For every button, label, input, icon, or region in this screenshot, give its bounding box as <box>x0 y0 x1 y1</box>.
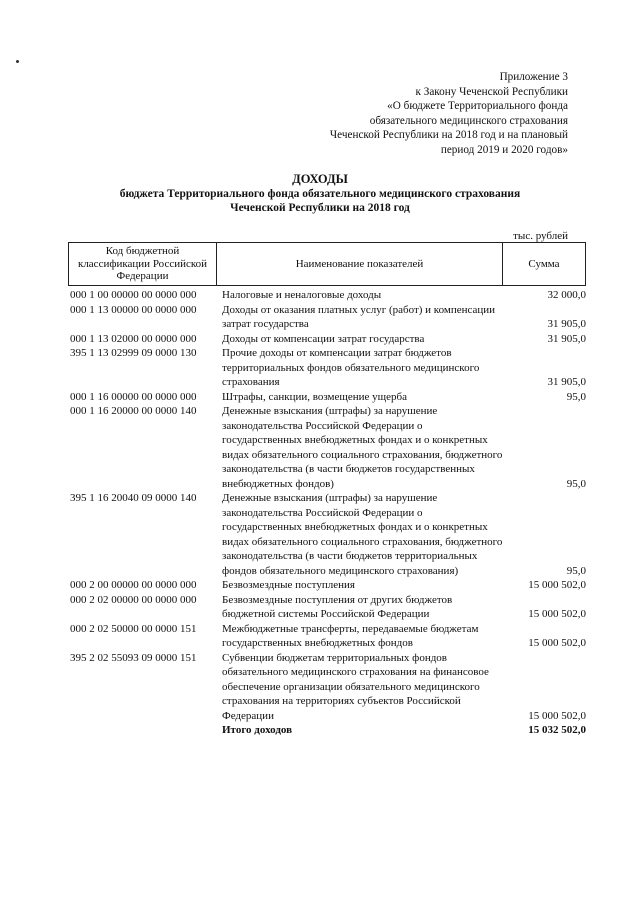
header-name: Наименование показателей <box>217 243 503 285</box>
cell-sum: 15 000 502,0 <box>528 608 586 620</box>
units-label: тыс. рублей <box>513 230 568 242</box>
document-title: ДОХОДЫ <box>292 172 348 186</box>
cell-code: 000 1 13 02000 00 0000 000 <box>70 332 197 345</box>
cell-sum: 95,0 <box>566 564 586 577</box>
table-header <box>68 242 586 286</box>
cell-code: 395 1 13 02999 09 0000 130 <box>70 347 197 359</box>
cell-sum: 95,0 <box>566 477 586 490</box>
cell-name: Межбюджетные трансферты, передаваемые бюджетам государственных внебюджетных фондов <box>222 622 479 649</box>
cell-sum: 31 905,0 <box>547 332 586 345</box>
cell-name: Прочие доходы от компенсации затрат бюджетов территориальных фондов обязательного медицинского страхования <box>222 347 480 388</box>
cell-name: Денежные взыскания (штрафы) за нарушение законодательства Российской Федерации о государственных внебюджетных фондах и о конкретных видах обязательного социального страхования, бюджетного законодательства (в части бюджетов государственных внебюджетных фондов) <box>222 405 503 490</box>
cell-name: Доходы от компенсации затрат государства <box>222 332 425 345</box>
total-label: Итого доходов <box>222 724 293 736</box>
cell-code: 395 2 02 55093 09 0000 151 <box>70 651 197 664</box>
cell-name: Налоговые и неналоговые доходы <box>222 289 382 301</box>
cell-code: 000 2 02 00000 00 0000 000 <box>70 593 197 606</box>
appendix-line: Чеченской Республики на 2018 год и на плановый <box>329 129 568 142</box>
cell-code: 000 1 13 00000 00 0000 000 <box>70 303 197 316</box>
scan-speck <box>16 60 19 63</box>
cell-code <box>68 723 218 738</box>
total-row <box>68 723 586 738</box>
cell-code: 000 1 16 00000 00 0000 000 <box>70 390 197 403</box>
cell-name: Доходы от оказания платных услуг (работ) и компенсации затрат государства <box>222 303 496 330</box>
table-row <box>68 303 586 332</box>
cell-name: Денежные взыскания (штрафы) за нарушение законодательства Российской Федерации о государственных внебюджетных фондах и о конкретных видах обязательного социального страхования, бюджетного законодательства (в части бюджетов территориальных фондов обязательного медицинского страхования) <box>222 492 503 577</box>
table-row <box>68 578 586 593</box>
table-row <box>68 491 586 578</box>
total-sum: 15 032 502,0 <box>528 724 586 736</box>
table-row <box>68 332 586 347</box>
cell-sum: 32 000,0 <box>547 289 586 301</box>
appendix-line: Приложение 3 <box>499 71 568 83</box>
table-row <box>68 404 586 491</box>
cell-sum: 15 000 502,0 <box>528 579 586 591</box>
table-row <box>68 390 586 405</box>
header-sum: Сумма <box>528 257 560 270</box>
cell-code: 000 1 16 20000 00 0000 140 <box>70 405 197 417</box>
appendix-line: период 2019 и 2020 годов» <box>440 143 568 156</box>
table-row <box>68 288 586 303</box>
subtitle-line: Чеченской Республики на 2018 год <box>230 201 410 214</box>
cell-code: 000 2 02 50000 00 0000 151 <box>70 622 197 635</box>
table-body <box>68 288 586 738</box>
cell-code: 000 1 00 00000 00 0000 000 <box>70 289 197 301</box>
cell-sum: 15 000 502,0 <box>528 637 586 649</box>
cell-code: 395 1 16 20040 09 0000 140 <box>70 492 197 504</box>
cell-sum: 15 000 502,0 <box>528 709 586 722</box>
document-subtitle <box>60 188 580 215</box>
cell-name: Безвозмездные поступления <box>222 579 355 591</box>
cell-name: Субвенции бюджетам территориальных фондов обязательного медицинского страхования на финансовое обеспечение организации обязательного медицинского страхования на территориях субъектов Российской Федерации <box>222 651 489 722</box>
appendix-line: «О бюджете Территориального фонда <box>387 100 568 113</box>
appendix-line: к Закону Чеченской Республики <box>415 85 568 98</box>
header-code: Код бюджетной классификации Российской Федерации <box>69 243 217 285</box>
table-row <box>68 593 586 622</box>
cell-code: 000 2 00 00000 00 0000 000 <box>70 579 197 591</box>
cell-name: Штрафы, санкции, возмещение ущерба <box>222 390 407 403</box>
cell-name: Безвозмездные поступления от других бюджетов бюджетной системы Российской Федерации <box>222 593 453 620</box>
table-row <box>68 651 586 724</box>
cell-sum: 31 905,0 <box>547 376 586 388</box>
table-row <box>68 346 586 390</box>
cell-sum: 95,0 <box>566 390 586 403</box>
appendix-line: обязательного медицинского страхования <box>369 114 568 127</box>
cell-sum: 31 905,0 <box>547 318 586 330</box>
subtitle-line: бюджета Территориального фонда обязательного медицинского страхования <box>119 188 521 200</box>
table-row <box>68 622 586 651</box>
appendix-note <box>268 70 568 158</box>
